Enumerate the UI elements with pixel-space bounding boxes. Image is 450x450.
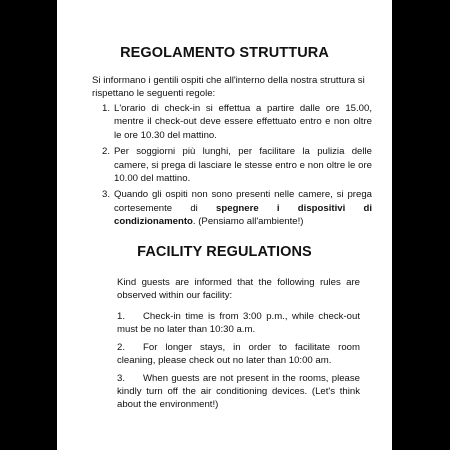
italian-rule-1 bbox=[102, 102, 372, 142]
rule-text-bold: spegnere i dispositivi di condizionamento bbox=[114, 202, 372, 228]
english-rules-list bbox=[117, 310, 360, 416]
rule-number: 1. bbox=[117, 311, 126, 322]
rule-text-end: . (Pensiamo all'ambiente!) bbox=[192, 216, 304, 228]
english-rule-1 bbox=[117, 310, 360, 337]
italian-intro: Si informano i gentili ospiti che all'interno della nostra struttura si rispettano le seguenti regole: bbox=[92, 75, 365, 100]
italian-rule-2 bbox=[102, 145, 372, 185]
rule-text: L'orario di check-in si effettua a partire dalle ore 15.00, mentre il check-out deve essere effettuato entro e non oltre le ore 10.30 del mattino. bbox=[114, 103, 372, 141]
rule-text: Check-in time is from 3:00 p.m., while check-out must be no later than 10:30 a.m. bbox=[117, 311, 360, 336]
rule-number: 1. bbox=[102, 103, 111, 114]
italian-title: REGOLAMENTO STRUTTURA bbox=[120, 45, 329, 61]
english-rule-3 bbox=[117, 372, 360, 412]
italian-rule-3 bbox=[102, 188, 372, 228]
rule-number: 2. bbox=[117, 341, 126, 353]
rule-text: Quando gli ospiti non sono presenti nelle camere, si prega cortesemente di bbox=[114, 189, 372, 214]
rule-number: 3. bbox=[102, 189, 111, 201]
rule-text: For longer stays, in order to facilitate room cleaning, please check out no later than 10:00 am. bbox=[117, 341, 360, 367]
rule-text: Per soggiorni più lunghi, per facilitare la pulizia delle camere, si prega di lasciare le stesse entro e non oltre le ore 10.00 del mattino. bbox=[114, 146, 372, 185]
document-page bbox=[57, 0, 392, 450]
english-intro: Kind guests are informed that the following rules are observed within our facility: bbox=[117, 277, 360, 302]
english-rule-2 bbox=[117, 341, 360, 368]
rule-text: When guests are not present in the rooms, please kindly turn off the air conditioning devices. (Let's think about the environment!) bbox=[117, 372, 360, 411]
rule-number: 2. bbox=[102, 146, 111, 158]
rule-number: 3. bbox=[117, 372, 126, 384]
english-title: FACILITY REGULATIONS bbox=[137, 244, 312, 260]
italian-rules-list bbox=[102, 102, 372, 232]
